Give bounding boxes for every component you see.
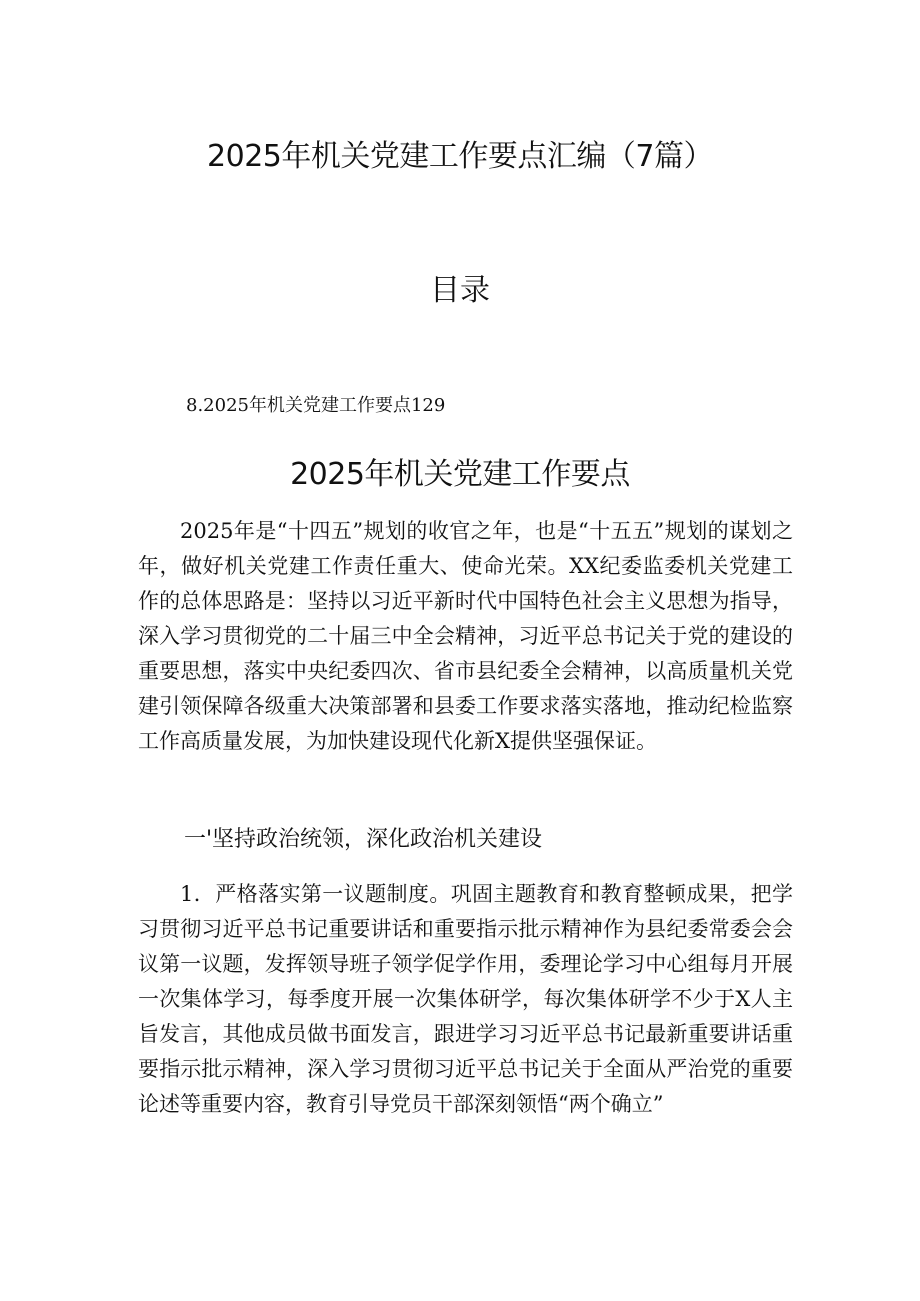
item-1-paragraph: 1．严格落实第一议题制度。巩固主题教育和教育整顿成果，把学习贯彻习近平总书记重要讲话和重要指示批示精神作为县纪委常委会会议第一议题，发挥领导班子领学促学作用，委理论学习中心组每月开展一次集体学习，每季度开展一次集体研学，每次集体研学不少于X人主旨发言，其他成员做书面发言，跟进学习习近平总书记最新重要讲话重要指示批示精神，深入学习贯彻习近平总书记关于全面从严治党的重要论述等重要内容，教育引导党员干部深刻领悟“两个确立”: [138, 882, 793, 1116]
section-heading-1: 一'坚持政治统领，深化政治机关建设: [184, 827, 543, 852]
document-title: 2025年机关党建工作要点汇编（7篇）: [207, 139, 713, 174]
intro-paragraph: 2025年是“十四五”规划的收官之年，也是“十五五”规划的谋划之年，做好机关党建工作责任重大、使命光荣。XX纪委监委机关党建工作的总体思路是：坚持以习近平新时代中国特色社会主义思想为指导，深入学习贯彻党的二十届三中全会精神，习近平总书记关于党的建设的重要思想，落实中央纪委四次、省市县纪委全会精神，以高质量机关党建引领保障各级重大决策部署和县委工作要求落实落地，推动纪检监察工作高质量发展，为加快建设现代化新X提供坚强保证。: [138, 519, 793, 753]
toc-heading: 目录: [430, 273, 490, 308]
toc-entry[interactable]: 8.2025年机关党建工作要点129: [186, 395, 446, 416]
section-title: 2025年机关党建工作要点: [290, 457, 630, 492]
